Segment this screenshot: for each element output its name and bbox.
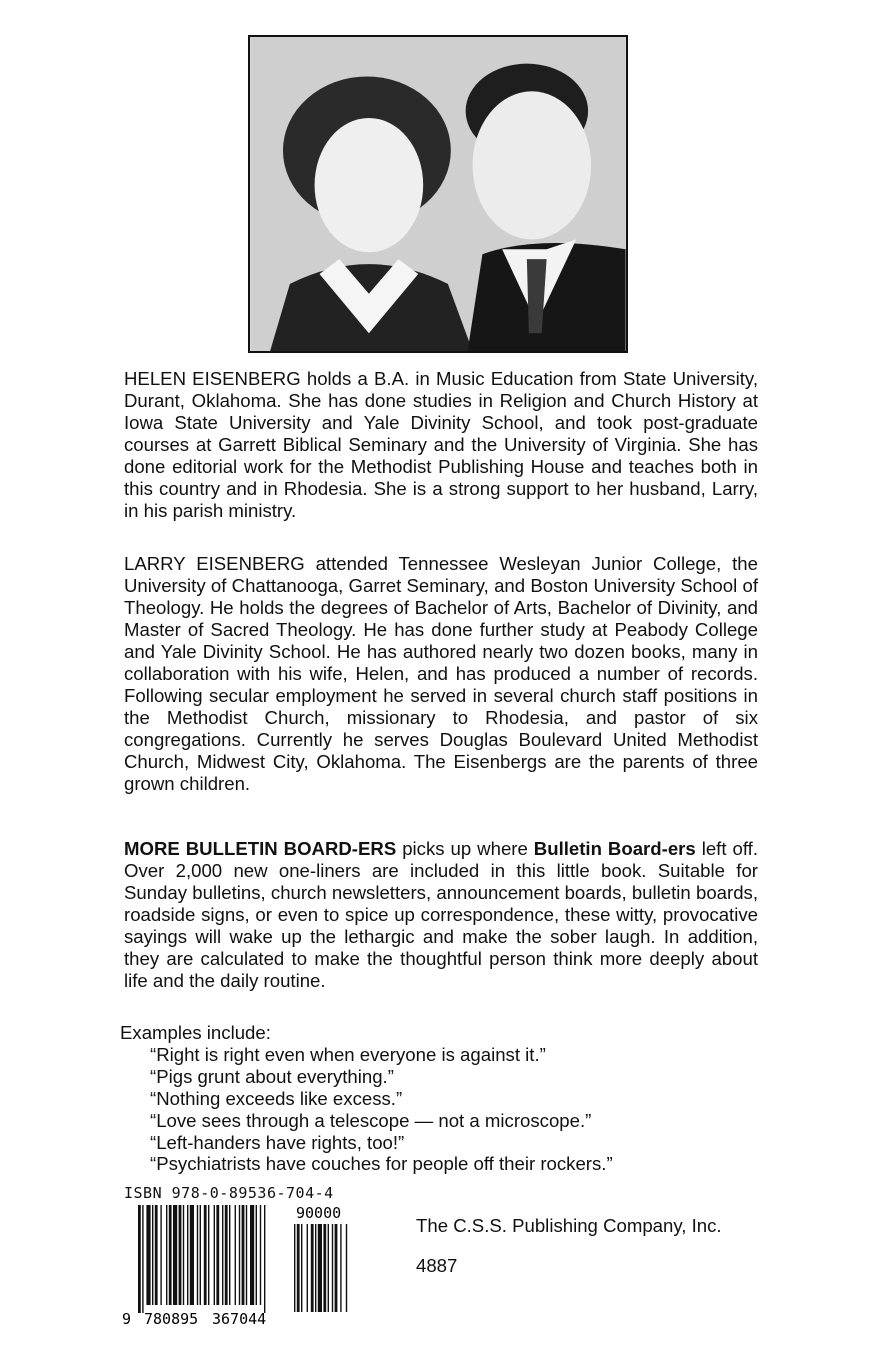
barcode-bar <box>204 1205 207 1305</box>
barcode-addon-bar <box>323 1224 326 1312</box>
barcode-addon-bar <box>332 1224 333 1312</box>
barcode-addon-bar <box>307 1224 308 1312</box>
publisher-name: The C.S.S. Publishing Company, Inc. <box>416 1215 722 1236</box>
helen-bio-text: HELEN EISENBERG holds a B.A. in Music Education from State University, Durant, Oklahoma. She has done studies in Religion and Church History at Iowa State University and Yale Divinity School, and took post-graduate courses at Garrett Biblical Seminary and the University of Virginia. She has done editorial work for the Methodist Publishing House and teaches both in this country and in Rhodesia. She is a strong support to her husband, Larry, in his parish ministry. <box>124 368 758 521</box>
example-item: “Left-handers have rights, too!” <box>150 1131 405 1153</box>
barcode-bar <box>208 1205 209 1305</box>
prior-book-title: Bulletin Board-ers <box>533 838 696 859</box>
barcode-bar <box>190 1205 194 1305</box>
description-part-1: picks up where <box>396 838 534 859</box>
barcode-digit-first: 9 <box>122 1310 132 1328</box>
barcode-digits-left: 780895 <box>144 1310 199 1328</box>
barcode-bar <box>214 1205 215 1305</box>
barcode-addon-bar <box>311 1224 314 1312</box>
example-item: “Love sees through a telescope — not a microscope.” <box>150 1109 592 1131</box>
barcode-bar <box>155 1205 158 1305</box>
barcode-bar <box>187 1205 188 1305</box>
barcode-bar <box>260 1205 261 1305</box>
barcode-bar <box>138 1205 141 1313</box>
barcode-bar <box>256 1205 257 1305</box>
book-description <box>124 838 758 992</box>
barcode-addon-bar <box>318 1224 322 1312</box>
author-photo-image <box>250 37 626 351</box>
barcode-bars-main <box>138 1205 265 1313</box>
barcode-addon-bar <box>335 1224 338 1312</box>
examples-list <box>120 1044 613 1175</box>
example-item: “Right is right even when everyone is against it.” <box>150 1043 546 1065</box>
barcode-graphic <box>120 1200 370 1330</box>
barcode-bar <box>197 1205 198 1305</box>
barcode-addon-bar <box>297 1224 300 1312</box>
barcode-bar <box>242 1205 245 1305</box>
barcode-bar <box>179 1205 182 1305</box>
barcode-bar <box>166 1205 167 1305</box>
barcode-bar <box>173 1205 177 1305</box>
barcode-bar <box>216 1205 219 1305</box>
barcode-bar <box>183 1205 184 1305</box>
barcode-bar <box>250 1205 254 1305</box>
barcode-addon-bar <box>328 1224 329 1312</box>
example-item: “Nothing exceeds like excess.” <box>150 1087 403 1109</box>
book-title: MORE BULLETIN BOARD-ERS <box>124 838 397 859</box>
catalog-number: 4887 <box>416 1255 458 1276</box>
barcode-bar <box>239 1205 240 1305</box>
barcode-bar <box>142 1205 143 1313</box>
helen-bio <box>124 368 758 522</box>
example-item: “Psychiatrists have couches for people off their rockers.” <box>150 1153 613 1175</box>
barcode-bars-addon <box>294 1224 347 1312</box>
book-description-text <box>124 838 758 992</box>
barcode-addon-bar <box>346 1224 347 1312</box>
description-part-2: left off. Over 2,000 new one-liners are included in this little book. Suitable for Sunday bulletins, church newsletters, announcement boards, bulletin boards, roadside signs, or even to spice up correspondence, these witty, provocative sayings will wake up the lethargic and make the sober laugh. In addition, they are calculated to make the thoughtful person think more deeply about life and the daily routine. <box>124 838 758 991</box>
isbn-label: ISBN 978-0-89536-704-4 <box>124 1184 334 1202</box>
barcode-bar <box>169 1205 172 1305</box>
barcode-bar <box>146 1205 150 1305</box>
larry-bio-text: LARRY EISENBERG attended Tennessee Wesleyan Junior College, the University of Chattanooga, Garret Seminary, and Boston University School of Theology. He holds the degrees of Bachelor of Arts, Bachelor of Divinity, and Master of Sacred Theology. He has done further study at Peabody College and Yale Divinity School. He has authored nearly two dozen books, many in collaboration with his wife, Helen, and has produced a number of records. Following secular employment he served in several church staff positions in the Methodist Church, missionary to Rhodesia, and pastor of six congregations. Currently he serves Douglas Boulevard United Methodist Church, Midwest City, Oklahoma. The Eisenbergs are the parents of three grown children. <box>124 553 758 794</box>
barcode-addon-bar <box>294 1224 295 1312</box>
barcode-bar <box>152 1205 153 1305</box>
barcode <box>120 1200 370 1330</box>
barcode-addon-bar <box>315 1224 316 1312</box>
barcode-bar <box>200 1205 201 1305</box>
barcode-digits-right: 367044 <box>212 1310 267 1328</box>
barcode-addon-bar <box>301 1224 302 1312</box>
barcode-bar <box>222 1205 223 1305</box>
examples-intro: Examples include: <box>120 1022 271 1043</box>
larry-bio <box>124 553 758 795</box>
examples-section <box>120 1022 613 1175</box>
barcode-bar <box>225 1205 228 1305</box>
price-code: 90000 <box>296 1204 342 1222</box>
barcode-bar <box>246 1205 247 1305</box>
author-photo <box>248 35 628 353</box>
barcode-bar <box>264 1205 265 1313</box>
barcode-addon-bar <box>340 1224 341 1312</box>
barcode-bar <box>229 1205 230 1305</box>
example-item: “Pigs grunt about everything.” <box>150 1065 394 1087</box>
barcode-bar <box>160 1205 161 1305</box>
barcode-bar <box>235 1205 236 1305</box>
